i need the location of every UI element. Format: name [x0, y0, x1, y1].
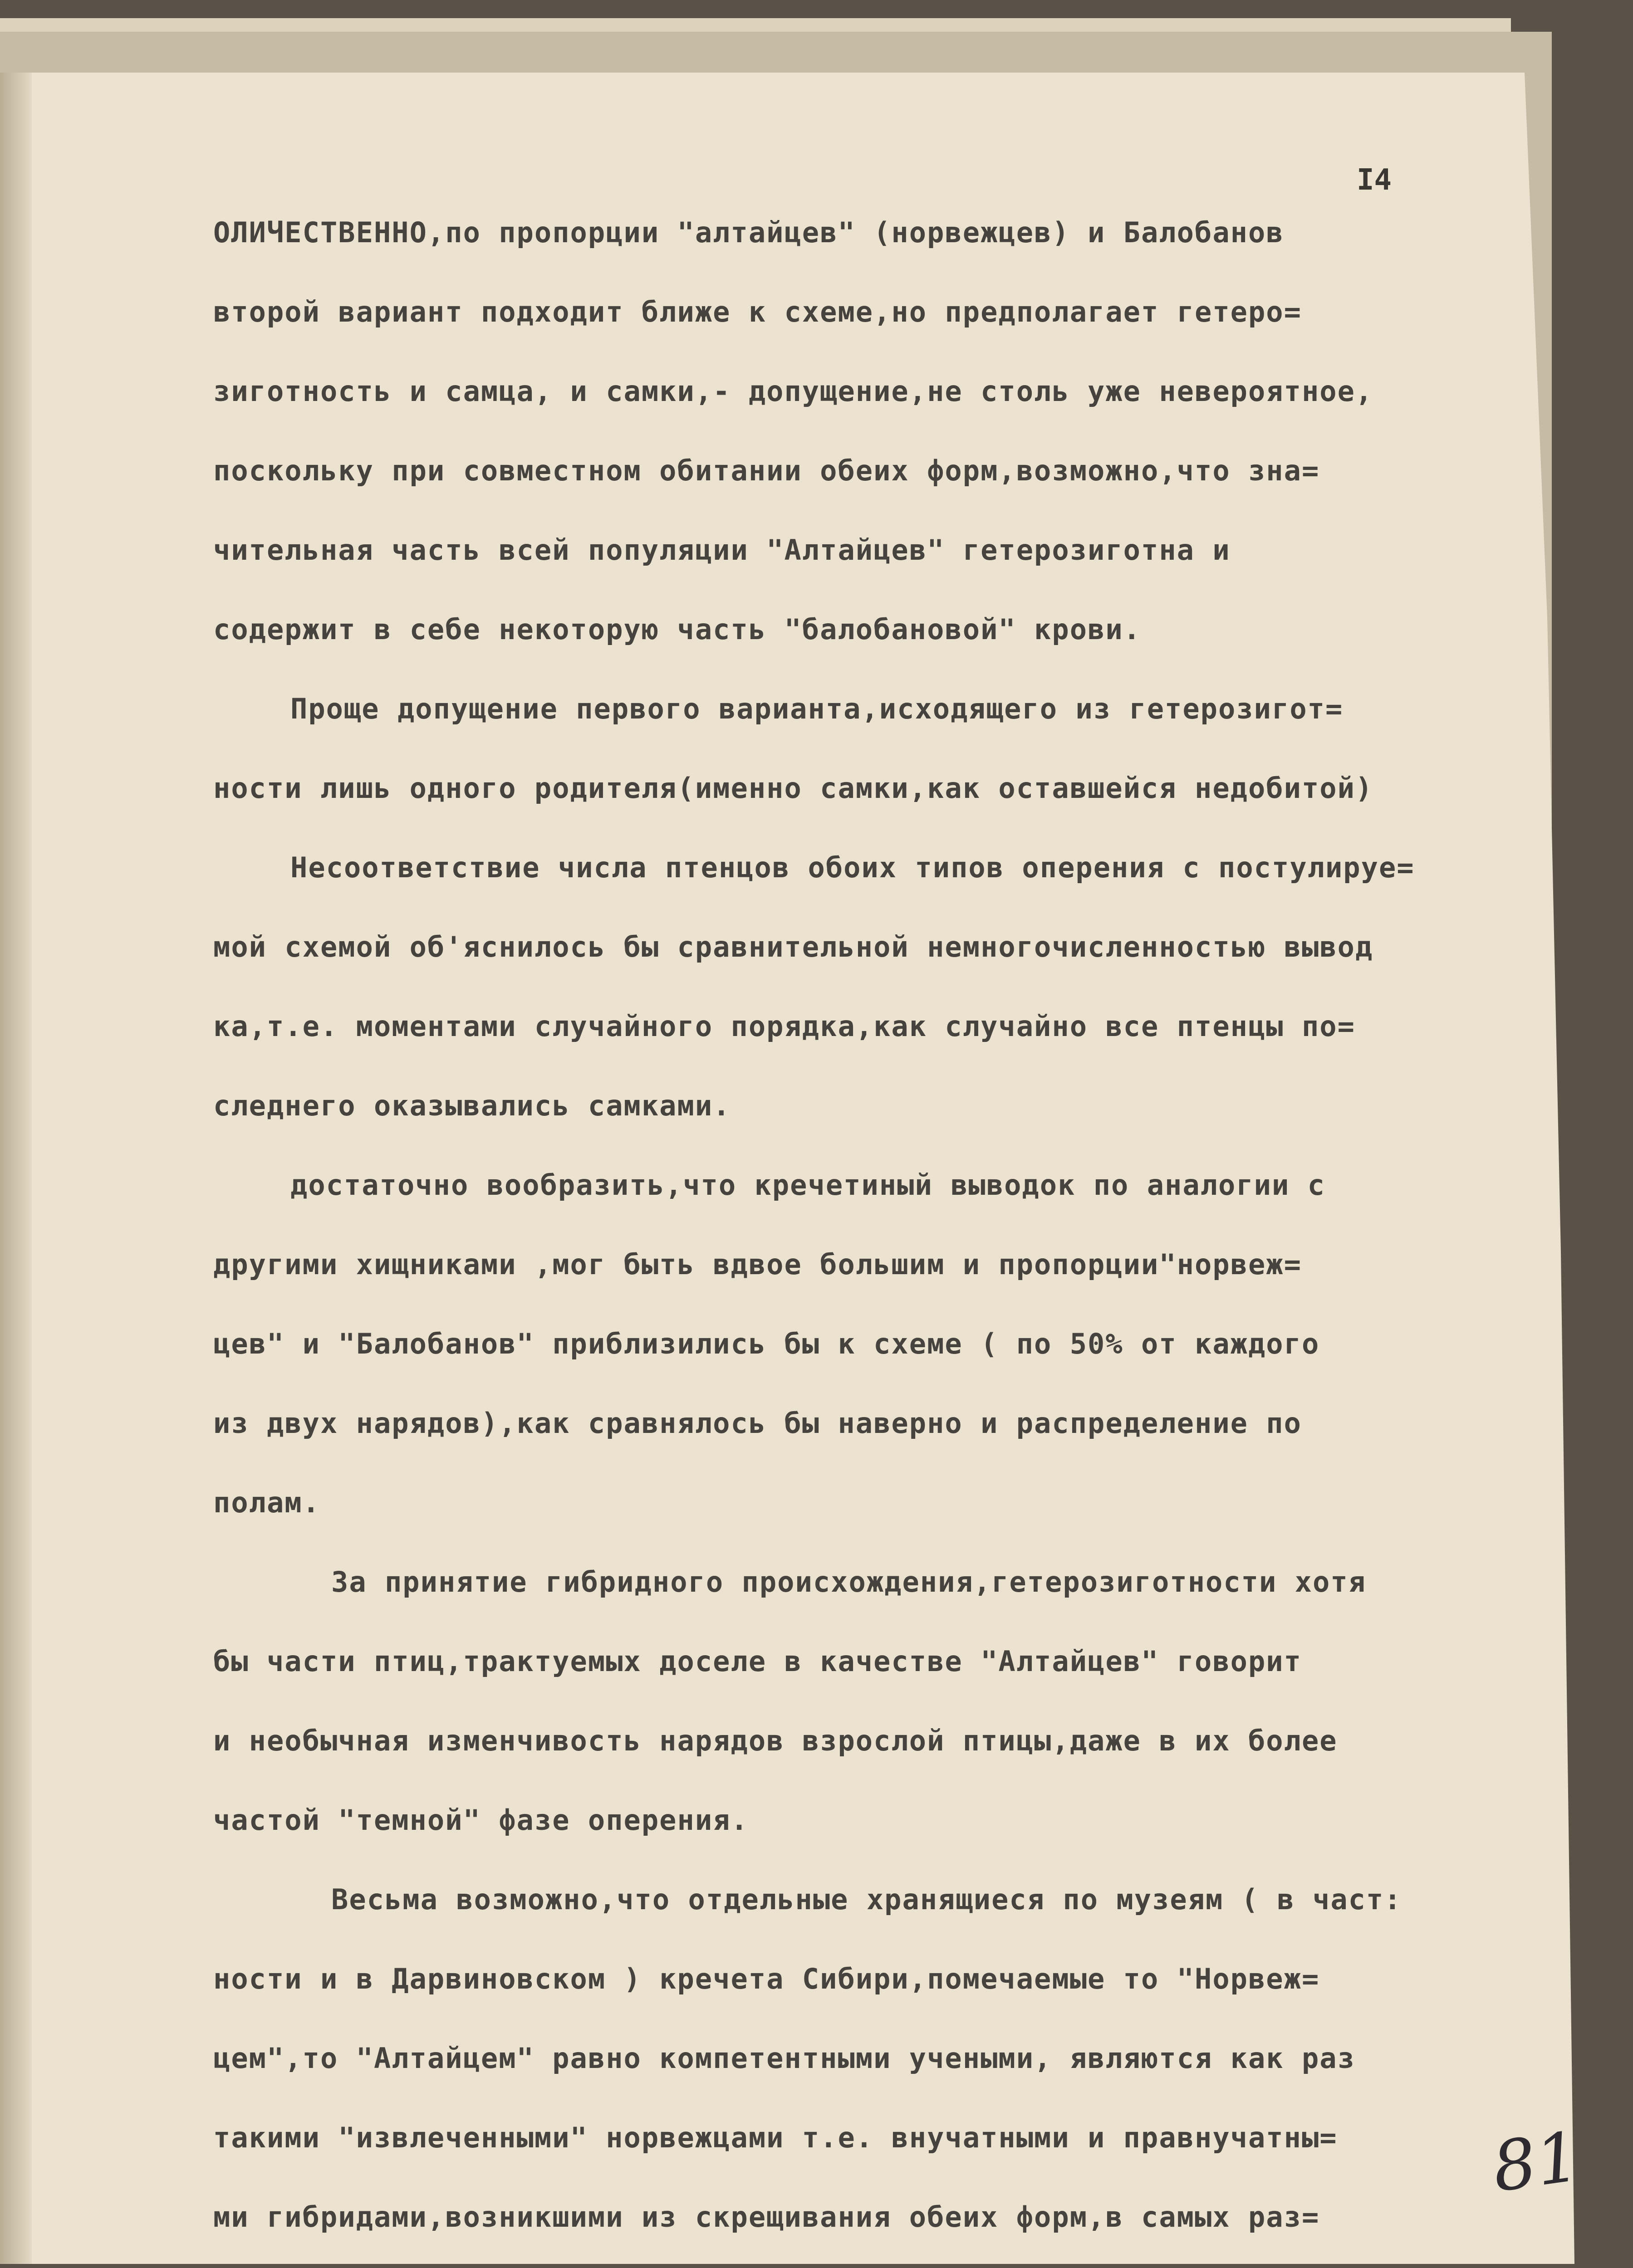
text-line: частой "темной" фазе оперения. — [213, 1804, 749, 1837]
page-binding-shadow — [0, 73, 32, 2264]
page-number: I4 — [1357, 163, 1392, 197]
text-line: ка,т.е. моментами случайного порядка,как случайно все птенцы по= — [213, 1010, 1355, 1043]
text-line: зиготность и самца, и самки,- допущение,не столь уже невероятное, — [213, 375, 1373, 408]
text-line: цев" и "Балобанов" приблизились бы к схеме ( по 50% от каждого — [213, 1327, 1320, 1360]
text-line: Несоответствие числа птенцов обоих типов оперения с постулируе= — [290, 851, 1415, 884]
text-line: цем",то "Алтайцем" равно компетентными учеными, являются как раз — [213, 2042, 1355, 2075]
text-line: полам. — [213, 1486, 320, 1519]
text-line: чительная часть всей популяции "Алтайцев" гетерозиготна и — [213, 533, 1231, 567]
text-line: следнего оказывались самками. — [213, 1089, 731, 1122]
text-line: второй вариант подходит ближе к схеме,но предполагает гетеро= — [213, 295, 1302, 328]
text-line: ОЛИЧЕСТВЕННО,по пропорции "алтайцев" (норвежцев) и Балобанов — [213, 216, 1284, 249]
text-line: поскольку при совместном обитании обеих форм,возможно,что зна= — [213, 454, 1320, 487]
text-line: содержит в себе некоторую часть "балобановой" крови. — [213, 613, 1142, 646]
text-line — [213, 2257, 1565, 2268]
text-line: Проще допущение первого варианта,исходящего из гетерозигот= — [290, 692, 1344, 725]
text-line: достаточно вообразить,что кречетиный выводок по аналогии с — [290, 1168, 1325, 1202]
text-line: ности лишь одного родителя(именно самки,как оставшейся недобитой) — [213, 772, 1373, 805]
text-line: другими хищниками ,мог быть вдвое большим и пропорции"норвеж= — [213, 1248, 1302, 1281]
archive-folio-number: 81 — [1487, 2117, 1585, 2208]
text-line: бы части птиц,трактуемых доселе в качестве "Алтайцев" говорит — [213, 1645, 1302, 1678]
text-line: Весьма возможно,что отдельные хранящиеся по музеям ( в част: — [331, 1883, 1402, 1916]
text-line: такими "извлеченными" норвежцами т.е. внучатными и правнучатны= — [213, 2121, 1338, 2154]
text-line: из двух нарядов),как сравнялось бы наверно и распределение по — [213, 1407, 1302, 1440]
text-line: ми гибридами,возникшими из скрещивания обеих форм,в самых раз= — [213, 2200, 1320, 2234]
typewritten-body — [213, 193, 1565, 2268]
text-line: и необычная изменчивость нарядов взрослой птицы,даже в их более — [213, 1724, 1338, 1757]
text-line: ности и в Дарвиновском ) кречета Сибири,помечаемые то "Норвеж= — [213, 1962, 1320, 1995]
text-line: мой схемой об'яснилось бы сравнительной немногочисленностью вывод — [213, 930, 1373, 963]
text-line: За принятие гибридного происхождения,гетерозиготности хотя — [331, 1565, 1366, 1598]
